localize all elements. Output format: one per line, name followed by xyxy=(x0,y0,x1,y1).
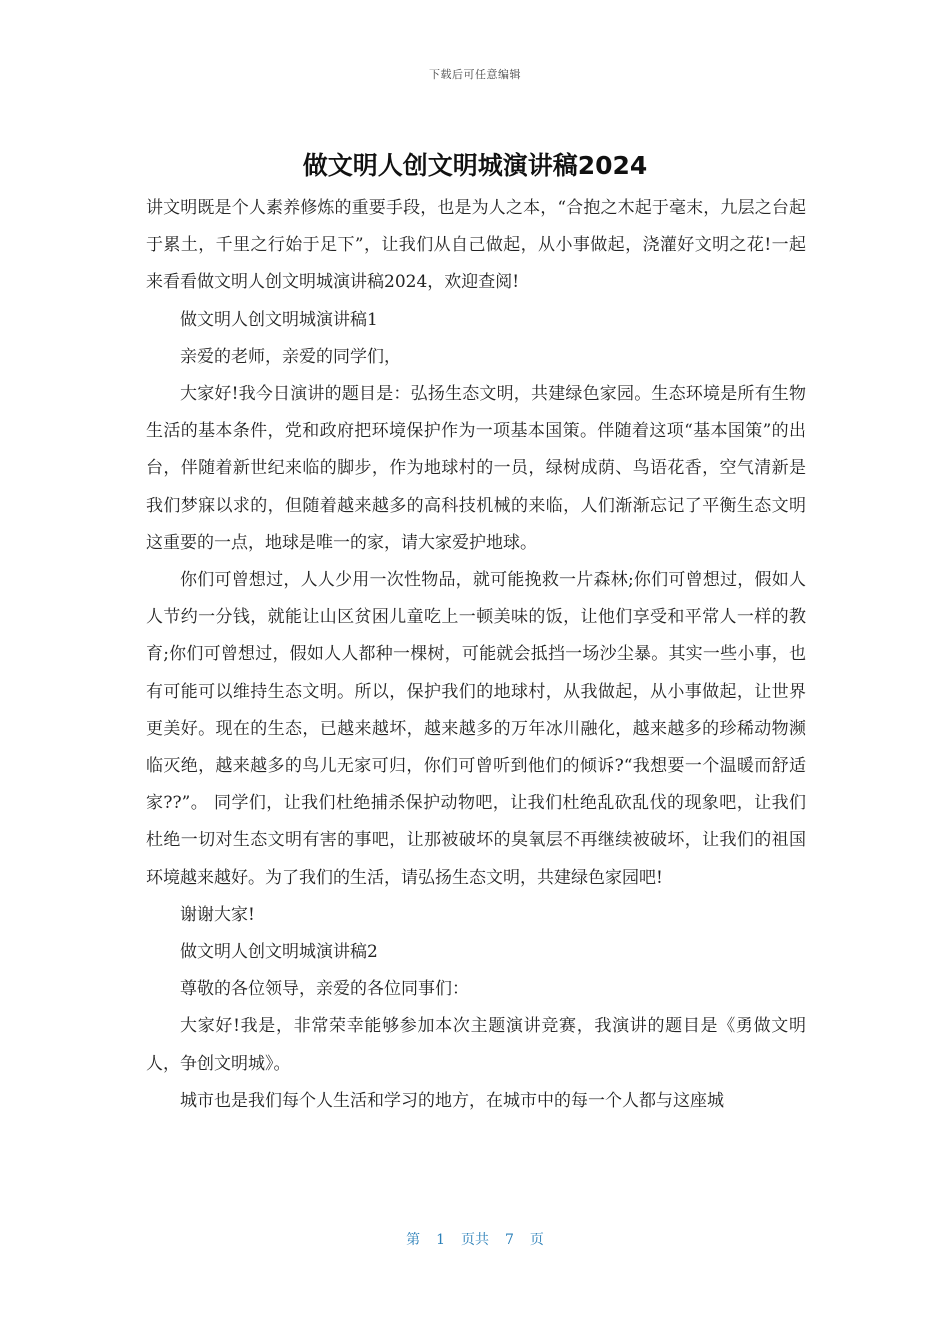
document-title: 做文明人创文明城演讲稿2024 xyxy=(302,151,648,180)
speech-2-paragraph-2: 城市也是我们每个人生活和学习的地方，在城市中的每一个人都与这座城 xyxy=(180,1090,724,1111)
speech-1-paragraph-2: 你们可曾想过，人人少用一次性物品，就可能挽救一片森林;你们可曾想过，假如人人节约一分钱，就能让山区贫困儿童吃上一顿美味的饭，让他们享受和平常人一样的教育;你们可曾想过，假如人人都种一棵树，可能就会抵挡一场沙尘暴。其实一些小事，也有可能可以维持生态文明。所以，保护我们的地球村，从我做起，从小事做起，让世界更美好。现在的生态，已越来越坏，越来越多的万年冰川融化，越来越多的珍稀动物濒临灭绝，越来越多的鸟儿无家可归，你们可曾听到他们的倾诉?“我想要一个温暖而舒适家??”。 同学们，让我们杜绝捕杀保护动物吧，让我们杜绝乱砍乱伐的现象吧，让我们杜绝一切对生态文明有害的事吧，让那被破坏的臭氧层不再继续被破坏，让我们的祖国环境越来越好。为了我们的生活，请弘扬生态文明，共建绿色家园吧! xyxy=(146,570,806,888)
page-footer xyxy=(0,1229,950,1249)
page-total: 7 xyxy=(505,1232,514,1248)
document-body xyxy=(146,190,806,1120)
speech-1-closing: 谢谢大家! xyxy=(180,904,255,925)
page-label-3: 页 xyxy=(529,1232,544,1248)
speech-1-paragraph-1: 大家好!我今日演讲的题目是：弘扬生态文明，共建绿色家园。生态环境是所有生物生活的基本条件，党和政府把环境保护作为一项基本国策。伴随着这项“基本国策”的出台，伴随着新世纪来临的脚步，作为地球村的一员，绿树成荫、鸟语花香，空气清新是我们梦寐以求的，但随着越来越多的高科技机械的来临，人们渐渐忘记了平衡生态文明这重要的一点，地球是唯一的家，请大家爱护地球。 xyxy=(146,384,806,553)
speech-2-heading: 做文明人创文明城演讲稿2 xyxy=(180,942,378,963)
header-note: 下载后可任意编辑 xyxy=(429,68,521,81)
speech-2-paragraph-1: 大家好!我是，非常荣幸能够参加本次主题演讲竞赛，我演讲的题目是《勇做文明人，争创文明城》。 xyxy=(146,1016,806,1074)
page-label-1: 第 xyxy=(406,1232,421,1248)
intro-paragraph: 讲文明既是个人素养修炼的重要手段，也是为人之本，“合抱之木起于毫末，九层之台起于累土，千里之行始于足下”，让我们从自己做起，从小事做起，浇灌好文明之花!一起来看看做文明人创文明城演讲稿2024，欢迎查阅! xyxy=(146,198,806,293)
page-current: 1 xyxy=(436,1232,445,1248)
speech-2-salutation: 尊敬的各位领导，亲爱的各位同事们： xyxy=(180,979,469,1000)
page-label-2: 页共 xyxy=(461,1232,489,1248)
speech-1-heading: 做文明人创文明城演讲稿1 xyxy=(180,309,378,330)
speech-1-salutation: 亲爱的老师，亲爱的同学们， xyxy=(180,346,401,367)
